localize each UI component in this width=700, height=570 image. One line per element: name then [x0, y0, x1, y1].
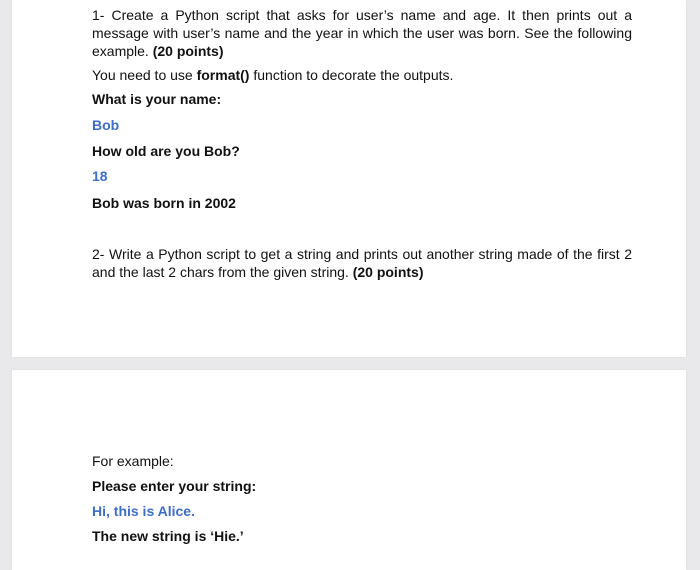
format-instruction: [92, 66, 453, 85]
format-instruction-post: function to decorate the outputs.: [249, 67, 454, 83]
format-function-name: format(): [196, 67, 250, 83]
answer-name: Bob: [92, 117, 120, 133]
prompt-age: How old are you Bob?: [92, 143, 240, 159]
question-1-points: (20 points): [152, 43, 224, 59]
question-1-body: 1- Create a Python script that asks for user’s name and age. It then prints out a message with user’s name and the year in which the user was born. See the following example.: [92, 7, 632, 59]
answer-string: Hi, this is Alice.: [92, 503, 195, 519]
format-instruction-pre: You need to use: [92, 67, 197, 83]
prompt-string: Please enter your string:: [92, 478, 257, 494]
result-born-year: Bob was born in 2002: [92, 195, 236, 211]
prompt-name: What is your name:: [92, 91, 222, 107]
question-1-text: [92, 6, 632, 60]
document-page-2: [12, 370, 686, 570]
question-2-points: (20 points): [352, 264, 424, 280]
question-2-body: 2- Write a Python script to get a string and prints out another string made of the first 2 and the last 2 chars from the given string.: [92, 246, 632, 280]
answer-age: 18: [92, 168, 108, 184]
question-2-text: [92, 245, 632, 281]
example-label: For example:: [92, 453, 174, 469]
document-page-1: [12, 0, 686, 357]
result-new-string: The new string is ‘Hie.’: [92, 528, 244, 544]
